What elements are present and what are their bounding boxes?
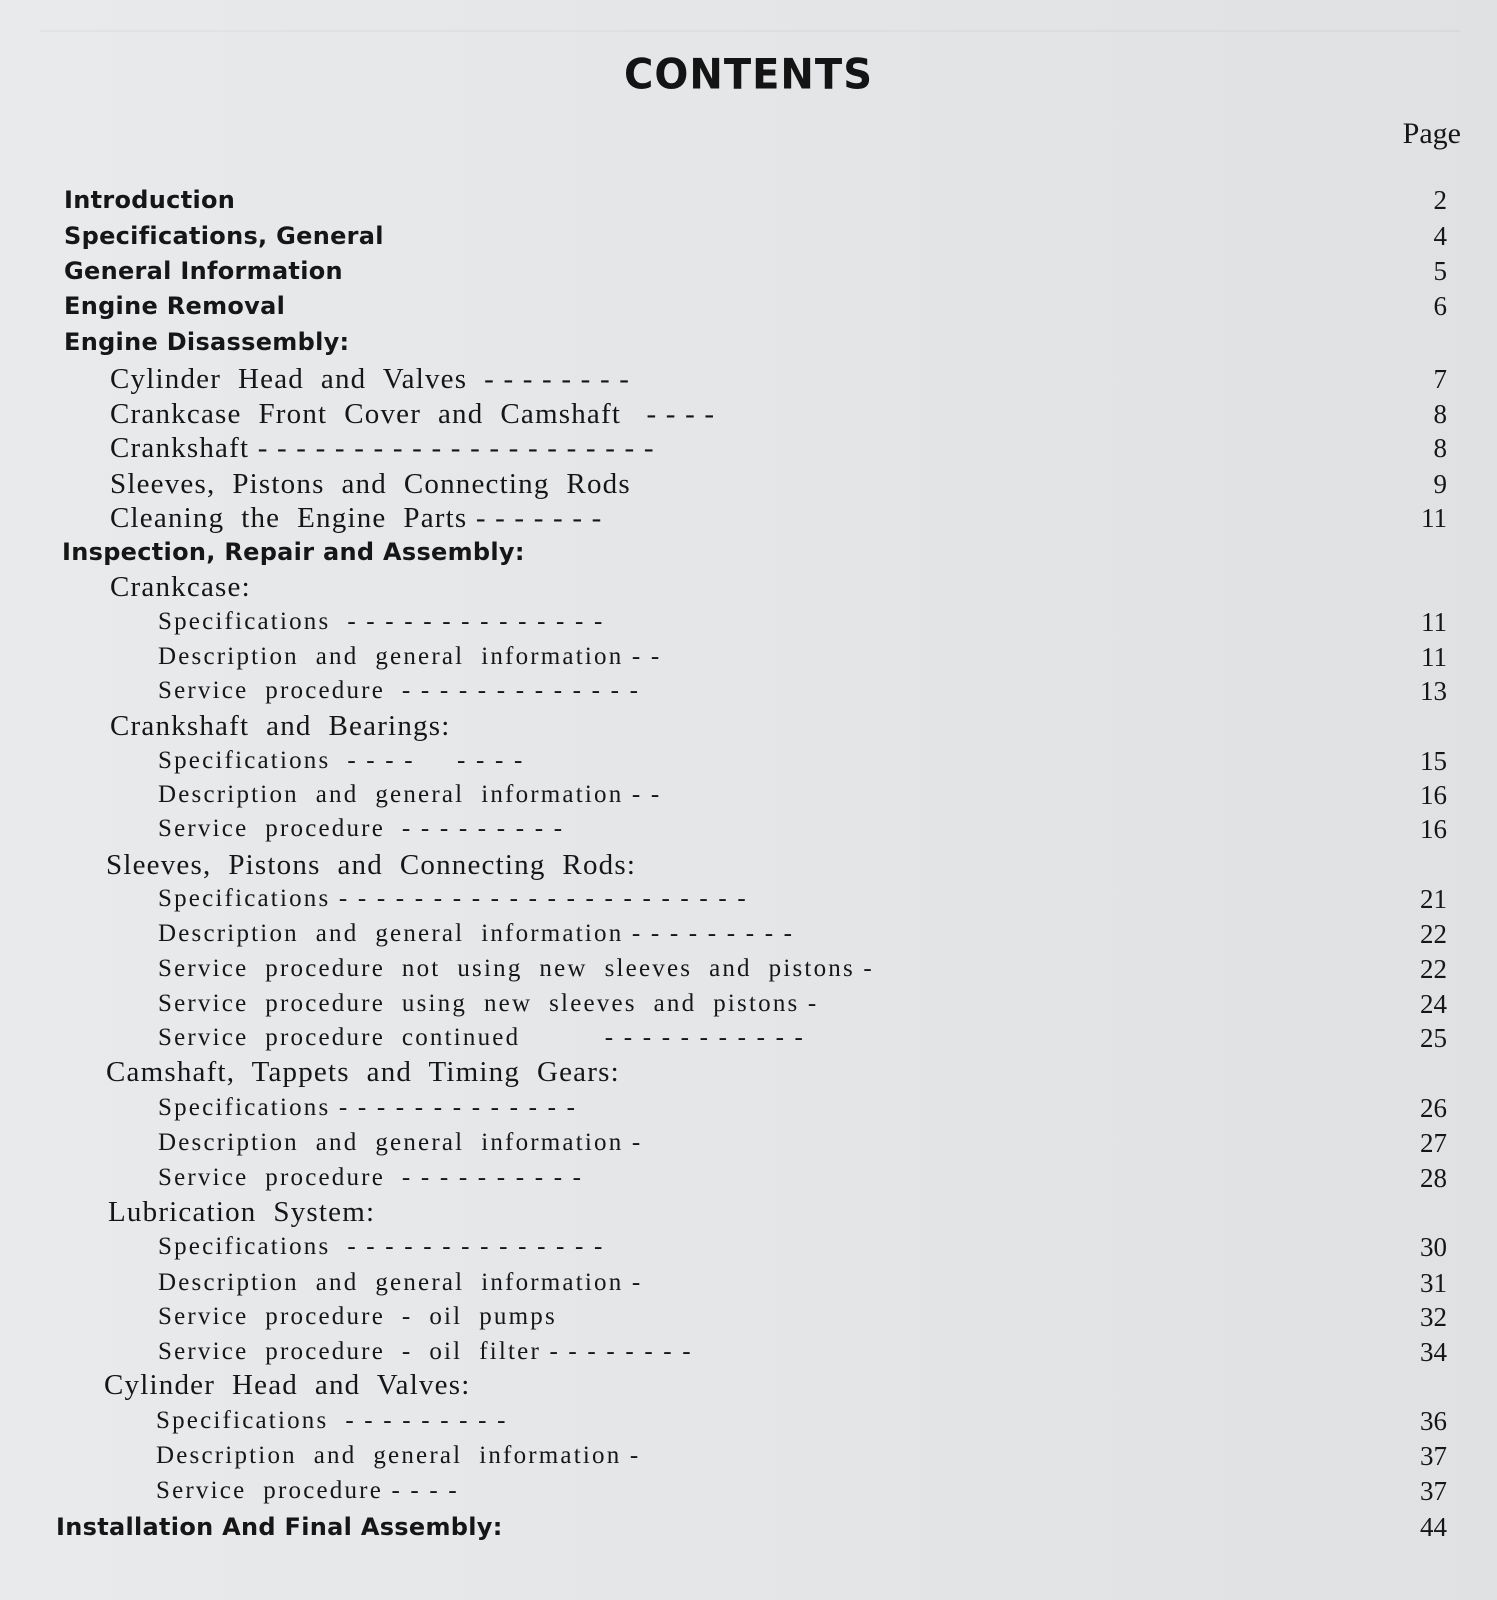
toc-entry[interactable] xyxy=(0,987,1497,1021)
toc-entry-label: Description and general information - - xyxy=(158,643,662,670)
toc-entry-label: Crankshaft - - - - - - - - - - - - - - - - - - - - - xyxy=(110,432,655,464)
toc-entry[interactable] xyxy=(0,431,1497,465)
toc-entry-label: Engine Removal xyxy=(64,292,286,320)
toc-entry-page: 22 xyxy=(1420,954,1447,984)
toc-entry-label: Cylinder Head and Valves - - - - - - - - xyxy=(110,363,631,395)
toc-entry-page: 37 xyxy=(1420,1476,1447,1506)
toc-entry-label: Service procedure - - - - - - - - - - xyxy=(158,1164,584,1191)
toc-entry-page: 11 xyxy=(1421,642,1447,672)
toc-entry-label: Specifications - - - - - - - - - - - - - - xyxy=(158,608,605,635)
toc-entry-page: 28 xyxy=(1420,1163,1447,1193)
toc-entry[interactable] xyxy=(0,289,1497,323)
toc-entry-page: 44 xyxy=(1420,1512,1447,1542)
toc-entry-label: Introduction xyxy=(64,186,236,214)
toc-entry-page: 27 xyxy=(1420,1128,1447,1158)
toc-subsection-heading xyxy=(0,1055,1497,1089)
toc-entry[interactable] xyxy=(0,254,1497,288)
toc-entry-label: Description and general information - xyxy=(156,1442,641,1469)
toc-entry[interactable] xyxy=(0,1126,1497,1160)
toc-entry-page: 24 xyxy=(1420,989,1447,1019)
toc-entry-label: Specifications - - - - - - - - - - - - - - xyxy=(158,1233,605,1260)
toc-entry-label: Crankcase: xyxy=(110,571,251,603)
toc-entry-label: Cleaning the Engine Parts - - - - - - - xyxy=(110,502,603,534)
toc-entry-page: 21 xyxy=(1420,884,1447,914)
toc-entry-page: 25 xyxy=(1420,1023,1447,1053)
toc-entry-label: General Information xyxy=(64,257,343,285)
toc-entry[interactable] xyxy=(0,1335,1497,1369)
toc-entry[interactable] xyxy=(0,467,1497,501)
toc-entry-label: Service procedure continued - - - - - - - - - - - xyxy=(158,1024,806,1051)
toc-entry-page: 5 xyxy=(1433,256,1447,286)
toc-entry-page: 8 xyxy=(1433,399,1447,429)
toc-entry-page: 31 xyxy=(1420,1268,1447,1298)
toc-subsection-heading xyxy=(0,709,1497,743)
toc-entry[interactable] xyxy=(0,674,1497,708)
toc-section-heading xyxy=(0,535,1497,569)
toc-entry[interactable] xyxy=(0,1510,1497,1544)
toc-entry-label: Service procedure not using new sleeves and pistons - xyxy=(158,955,874,982)
toc-entry[interactable] xyxy=(0,1474,1497,1508)
toc-entry-page: 6 xyxy=(1433,291,1447,321)
toc-entry-page: 16 xyxy=(1420,814,1447,844)
toc-entry[interactable] xyxy=(0,1021,1497,1055)
toc-entry[interactable] xyxy=(0,397,1497,431)
toc-entry-page: 26 xyxy=(1420,1093,1447,1123)
toc-entry-label: Specifications - - - - - - - - - - - - - - - - - - - - - - xyxy=(158,885,748,912)
toc-entry-page: 16 xyxy=(1420,780,1447,810)
toc-entry-page: 30 xyxy=(1420,1232,1447,1262)
toc-entry[interactable] xyxy=(0,640,1497,674)
toc-section-heading xyxy=(0,325,1497,359)
toc-entry[interactable] xyxy=(0,744,1497,778)
toc-entry-page: 9 xyxy=(1433,469,1447,499)
toc-entry[interactable] xyxy=(0,1439,1497,1473)
contents-heading: CONTENTS xyxy=(623,50,873,100)
toc-entry[interactable] xyxy=(0,605,1497,639)
toc-entry-label: Crankshaft and Bearings: xyxy=(110,710,451,742)
toc-subsection-heading xyxy=(0,1368,1497,1402)
toc-entry-label: Description and general information - - - - - - - - - xyxy=(158,920,795,947)
toc-entry[interactable] xyxy=(0,882,1497,916)
toc-entry[interactable] xyxy=(0,362,1497,396)
toc-entry-label: Camshaft, Tappets and Timing Gears: xyxy=(106,1056,620,1088)
toc-entry-page: 7 xyxy=(1433,364,1447,394)
toc-entry-label: Specifications - - - - - - - - xyxy=(158,747,525,774)
toc-entry[interactable] xyxy=(0,917,1497,951)
toc-entry-label: Service procedure - - - - - - - - - xyxy=(158,815,565,842)
toc-entry-page: 37 xyxy=(1420,1441,1447,1471)
toc-entry-label: Description and general information - - xyxy=(158,781,662,808)
toc-entry[interactable] xyxy=(0,1266,1497,1300)
toc-entry-label: Description and general information - xyxy=(158,1269,643,1296)
toc-entry-page: 32 xyxy=(1420,1302,1447,1332)
toc-entry-label: Service procedure - oil pumps xyxy=(158,1303,557,1330)
toc-entry-label: Service procedure using new sleeves and pistons - xyxy=(158,990,819,1017)
toc-entry[interactable] xyxy=(0,183,1497,217)
toc-entry-label: Service procedure - - - - xyxy=(156,1477,459,1504)
toc-entry-label: Specifications, General xyxy=(64,222,384,250)
toc-entry[interactable] xyxy=(0,1161,1497,1195)
toc-subsection-heading xyxy=(0,1195,1497,1229)
toc-entry-label: Crankcase Front Cover and Camshaft - - - - xyxy=(110,398,716,430)
toc-entry-label: Inspection, Repair and Assembly: xyxy=(62,538,525,566)
toc-entry[interactable] xyxy=(0,1230,1497,1264)
toc-entry-label: Lubrication System: xyxy=(108,1196,376,1228)
toc-entry-page: 8 xyxy=(1433,433,1447,463)
toc-entry-label: Specifications - - - - - - - - - xyxy=(156,1407,508,1434)
toc-subsection-heading xyxy=(0,570,1497,604)
toc-entry-page: 11 xyxy=(1421,503,1447,533)
toc-entry-label: Cylinder Head and Valves: xyxy=(104,1369,471,1401)
toc-entry[interactable] xyxy=(0,778,1497,812)
toc-entry[interactable] xyxy=(0,812,1497,846)
toc-entry-page: 36 xyxy=(1420,1406,1447,1436)
toc-subsection-heading xyxy=(0,848,1497,882)
page-column-label: Page xyxy=(1402,117,1461,150)
toc-entry[interactable] xyxy=(0,952,1497,986)
toc-entry-page: 22 xyxy=(1420,919,1447,949)
toc-entry[interactable] xyxy=(0,1300,1497,1334)
toc-entry[interactable] xyxy=(0,1404,1497,1438)
toc-entry-label: Engine Disassembly: xyxy=(64,328,350,356)
toc-entry-label: Sleeves, Pistons and Connecting Rods xyxy=(110,468,631,500)
toc-entry-page: 13 xyxy=(1420,676,1447,706)
toc-entry[interactable] xyxy=(0,501,1497,535)
toc-entry-label: Service procedure - - - - - - - - - - - - - xyxy=(158,677,641,704)
toc-entry-label: Installation And Final Assembly: xyxy=(56,1513,503,1541)
toc-entry-page: 4 xyxy=(1433,221,1447,251)
toc-entry-page: 15 xyxy=(1420,746,1447,776)
toc-entry-page: 34 xyxy=(1420,1337,1447,1367)
toc-entry-label: Service procedure - oil filter - - - - - - - - xyxy=(158,1338,693,1365)
toc-entry-label: Sleeves, Pistons and Connecting Rods: xyxy=(106,849,637,881)
toc-entry-label: Description and general information - xyxy=(158,1129,643,1156)
toc-entry-page: 11 xyxy=(1421,607,1447,637)
toc-entry[interactable] xyxy=(0,1091,1497,1125)
toc-entry-label: Specifications - - - - - - - - - - - - - xyxy=(158,1094,578,1121)
toc-entry-page: 2 xyxy=(1433,185,1447,215)
toc-entry[interactable] xyxy=(0,219,1497,253)
